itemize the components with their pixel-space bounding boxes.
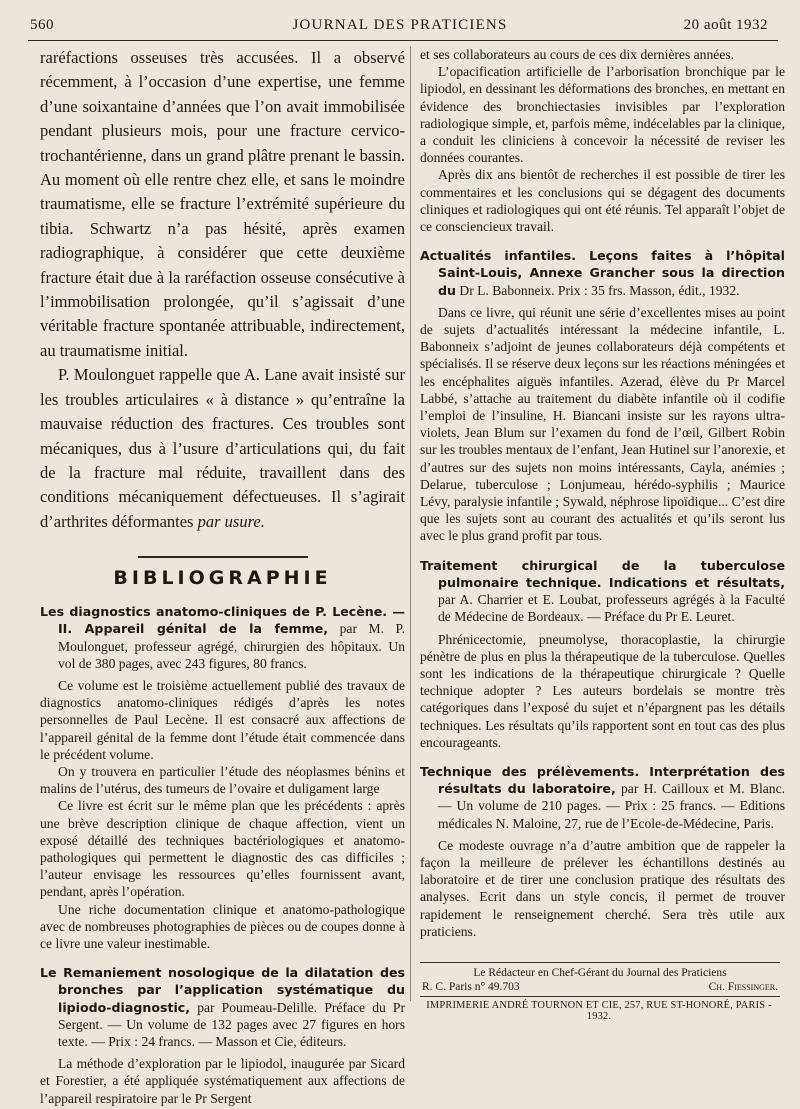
continued-paragraph: et ses collaborateurs au cours de ces dix dernières années. bbox=[420, 47, 735, 62]
entry-body bbox=[420, 631, 785, 751]
review-entry-actualites bbox=[420, 247, 785, 544]
bibliography-rule bbox=[138, 556, 308, 558]
left-column bbox=[40, 46, 405, 1107]
entry-paragraph: Phrénicectomie, pneumolyse, thoracoplastie, la chirurgie pénètre de plus en plus la thérapeutique de la tuberculose. Quelles sont les indications de la thérapeutique chirurgicale ? Quelle technique adopter ? Les auteurs bordelais se montre très catégoriques dans l’exposé du sujet et n’épargnent pas les détails techniques. Les résultats qu’ils rapportent sont en tout cas des plus encourageants. bbox=[420, 631, 785, 750]
header-rule bbox=[28, 40, 778, 41]
entry-paragraph: Ce volume est le troisième actuellement publié des travaux de diagnostics anatomo-cliniques rédigés d’après les notes personnelles de Paul Lecène. Il est consacré aux affections de l’appareil génital de la femme dont l’étude était commencée dans le précédent volume. bbox=[40, 677, 405, 762]
review-entry-lecene bbox=[40, 603, 405, 952]
entry-title: Les diagnostics anatomo-cliniques de P. Lecène. — II. Appareil génital de la femme, bbox=[40, 604, 405, 637]
entry-title: Le Remaniement nosologique de la dilatation des bronches par l’application systématique du lipiodo-diagnostic, bbox=[40, 965, 405, 1015]
entry-paragraph: Ce modeste ouvrage n’a d’autre ambition que de rappeler la façon la meilleure de prélever les échantillons destinés au laboratoire et de tirer une conclusion pratique des résultats des analyses. Ecrit dans un style concis, il permet de trouver rapidement le renseignement cherché. Sera très utile aux praticiens. bbox=[420, 837, 785, 939]
entry-details: par Poumeau-Delille. Préface du Pr Sergent. — Un volume de 132 pages avec 27 figures en hors texte. — Prix : 24 francs. — Masson et Cie, éditeurs. bbox=[58, 999, 406, 1049]
entry-paragraph: Ce livre est écrit sur le même plan que les précédents : après une brève description clinique de chaque affection, vient un exposé détaillé des techniques bactériologiques et anatomo-pathologiques qui permettent le diagnostic des cas difficiles ; l’auteur envisage les ressources qu’elles fournissent avant, pendant, après l’opération. bbox=[40, 798, 405, 900]
review-entry-bronches bbox=[40, 964, 405, 1107]
journal-title: JOURNAL DES PRATICIENS bbox=[292, 17, 508, 33]
entry-title: Traitement chirurgical de la tuberculose pulmonaire technique. Indications et résultats, bbox=[420, 557, 785, 590]
entry-details: par A. Charrier et E. Loubat, professeurs agrégés à la Faculté de Médecine de Bordeaux. — Préface du Pr E. Leuret. bbox=[438, 592, 785, 625]
entry-details: Dr L. Babonneix. Prix : 35 frs. Masson, édit., 1932. bbox=[459, 282, 740, 298]
entry-details: par H. Cailloux et M. Blanc. — Un volume de 210 pages. — Prix : 25 francs. — Editions médicales N. Maloine, 27, rue de l’Ecole-de-Médecine, Paris. bbox=[438, 781, 786, 831]
footer-rule-2 bbox=[420, 996, 780, 997]
entry-paragraph: La méthode d’exploration par le lipiodol, inaugurée par Sicard et Forestier, a été appliquée systématiquement aux affections de l’appareil respiratoire par le Pr Sergent bbox=[40, 1056, 405, 1106]
entry-body bbox=[40, 677, 405, 952]
entry-body bbox=[420, 304, 785, 545]
moulonguet-text: P. Moulonguet rappelle que A. Lane avait insisté sur les troubles articulaires « à distance » qu’entraîne la mauvaise réduction des fractures. Ces troubles sont mécaniques, dus à l’usure d’articulations qui, du fait de la fracture mal réduite, travaillent dans des conditions mécaniquement défectueuses. Il s’agirait d’arthrites déformantes bbox=[40, 365, 405, 531]
editor-footer bbox=[422, 966, 778, 994]
column-divider bbox=[410, 46, 411, 1001]
page-header bbox=[20, 17, 780, 39]
lipiodol-paragraph: L’opacification artificielle de l’arborisation bronchique par le lipiodol, en dessinant les déformations des bronches, en mettant en évidence des bronchiectasies invisibles par l’exploration radiologique simple, et, parfois même, indécelables par la clinique, a conduit les cliniciens à concevoir la nécessité de reviser les données courantes. bbox=[420, 64, 785, 166]
rc-number: R. C. Paris n° 49.703 bbox=[422, 981, 520, 993]
conclusion-paragraph: Après dix ans bientôt de recherches il est possible de tirer les commentaires et les conclusions qui se dégagent des documents cliniques et radiologiques qui ont été réunis. Tel apparaît l’objet de ce consciencieux travail. bbox=[420, 167, 785, 235]
issue-date: 20 août 1932 bbox=[683, 17, 768, 33]
entry-heading bbox=[40, 603, 405, 672]
bibliography-heading bbox=[40, 556, 405, 589]
review-entry-tuberculose bbox=[420, 557, 785, 751]
entry-title: Actualités infantiles. Leçons faites à l’hôpital Saint-Louis, Annexe Grancher sous la direction du bbox=[420, 248, 785, 298]
right-column bbox=[420, 46, 785, 940]
entry-heading bbox=[40, 964, 405, 1050]
editor-line: Le Rédacteur en Chef-Gérant du Journal des Praticiens bbox=[473, 967, 727, 979]
footer-line-2 bbox=[422, 980, 778, 994]
entry-paragraph: Dans ce livre, qui réunit une série d’excellentes mises au point de sujets d’actualités intéressant la médecine infantile, L. Babonneix s’adjoint de jeunes collaborateurs déjà compétents et spécialisés. Il se réserve deux leçons sur les réactions méningées et les encéphalites aiguës infantiles. Azerad, élève du Pr Marcel Labbé, s’attache au traitement du diabète infantile où il codifie l’emploi de l’insuline, H. Biancani insiste sur les rayons ultra-violets, Jean Blum sur l’examen du fond de l’œil, Gilbert Robin sur les troubles mentaux de l’enfant, Jean Hutinel sur l’anorexie, et d’autres sur des sujets non moins intéressants, Cayla, anémies ; Delarue, tuberculose ; Lonjumeau, hérédo-syphilis ; Maurice Lévy, paralysie infantile ; Sywald, néphrose lipoïdique... C’est dire que les sujets sont au courant des actualités et qu’ils seront lus avec le plus grand profit par tous. bbox=[420, 304, 785, 544]
review-entry-prelevements bbox=[420, 763, 785, 940]
entry-body bbox=[420, 837, 785, 940]
footer-rule bbox=[420, 962, 780, 963]
entry-paragraph: On y trouvera en particulier l’étude des néoplasmes bénins et malins de l’utérus, des tumeurs de l’ovaire et duligament large bbox=[40, 763, 405, 797]
entry-details: par M. P. Moulonguet, professeur agrégé, chirurgien des hôpitaux. Un vol de 380 pages, avec 243 figures, 80 francs. bbox=[58, 621, 405, 671]
continued-paragraph: raréfactions osseuses très accusées. Il a observé récemment, à l’occasion d’une expertise, une femme d’une soixantaine d’années que l’on avait immobilisée pendant plusieurs mois, pour une fracture cervico-trochantérienne, dans un grand plâtre prenant le bassin. Au moment où elle rentre chez elle, et sans le moindre traumatisme, elle se fracture l’extrémité supérieure du tibia. Schwartz n’a pas hésité, après examen radiographique, à considérer que cette deuxième fracture était due à la raréfaction osseuse consécutive à l’immobilisation prolongée, qu’il s’agissait d’une véritable fracture spontanée attribuable, indirectement, au traumatisme initial. bbox=[40, 48, 405, 360]
bibliography-title: BIBLIOGRAPHIE bbox=[113, 567, 332, 590]
entry-paragraph: Une riche documentation clinique et anatomo-pathologique avec de nombreuses photographies de pièces ou de coupes donne à ce livre une valeur inestimable. bbox=[40, 901, 405, 951]
entry-body bbox=[40, 1055, 405, 1107]
page-number: 560 bbox=[30, 17, 54, 33]
printer-imprint: IMPRIMERIE ANDRÉ TOURNON ET CIE, 257, RUE ST-HONORÉ, PARIS - 1932. bbox=[426, 1000, 772, 1022]
entry-heading bbox=[420, 763, 785, 832]
entry-heading bbox=[420, 557, 785, 626]
entry-heading bbox=[420, 247, 785, 299]
moulonguet-italic: par usure. bbox=[197, 511, 265, 531]
entry-title: Technique des prélèvements. Interprétation des résultats du laboratoire, bbox=[420, 763, 785, 797]
editor-name: Ch. Fiessinger. bbox=[708, 981, 778, 993]
moulonguet-paragraph bbox=[40, 363, 405, 534]
